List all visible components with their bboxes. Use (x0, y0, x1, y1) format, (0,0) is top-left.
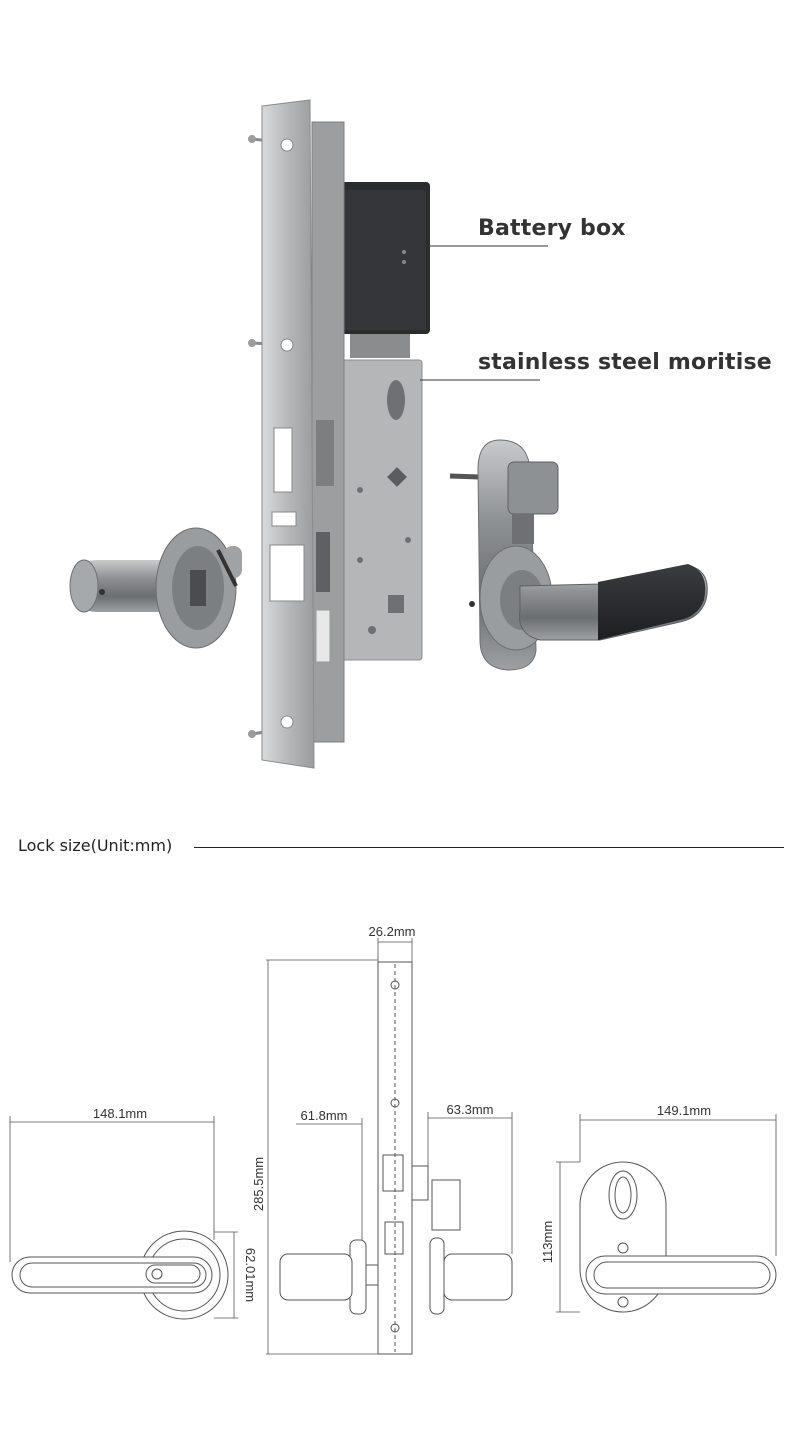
dimension-drawing (0, 860, 790, 1437)
faceplate (262, 100, 344, 768)
dim-escutcheon-width: 149.1mm (656, 1103, 712, 1118)
dim-faceplate-height: 285.5mm (251, 1156, 266, 1212)
section-title: Lock size(Unit:mm) (18, 836, 180, 855)
dim-lever-length: 148.1mm (92, 1106, 148, 1121)
center-view-mortise (280, 962, 512, 1354)
dim-rose-height: 62.01mm (243, 1247, 258, 1303)
mortise-label: stainless steel moritise (478, 350, 772, 375)
left-view-lever (12, 1231, 228, 1319)
right-view-escutcheon (580, 1162, 776, 1312)
dim-body-thickness: 26.2mm (368, 924, 416, 939)
inner-knob-assembly (70, 528, 242, 648)
dim-escutcheon-height: 113mm (540, 1220, 555, 1264)
dim-outer-projection: 63.3mm (446, 1102, 494, 1117)
outer-lever-assembly (450, 440, 707, 670)
section-divider (194, 847, 784, 848)
dim-inner-projection: 61.8mm (300, 1108, 348, 1123)
battery-box-label: Battery box (478, 216, 626, 241)
